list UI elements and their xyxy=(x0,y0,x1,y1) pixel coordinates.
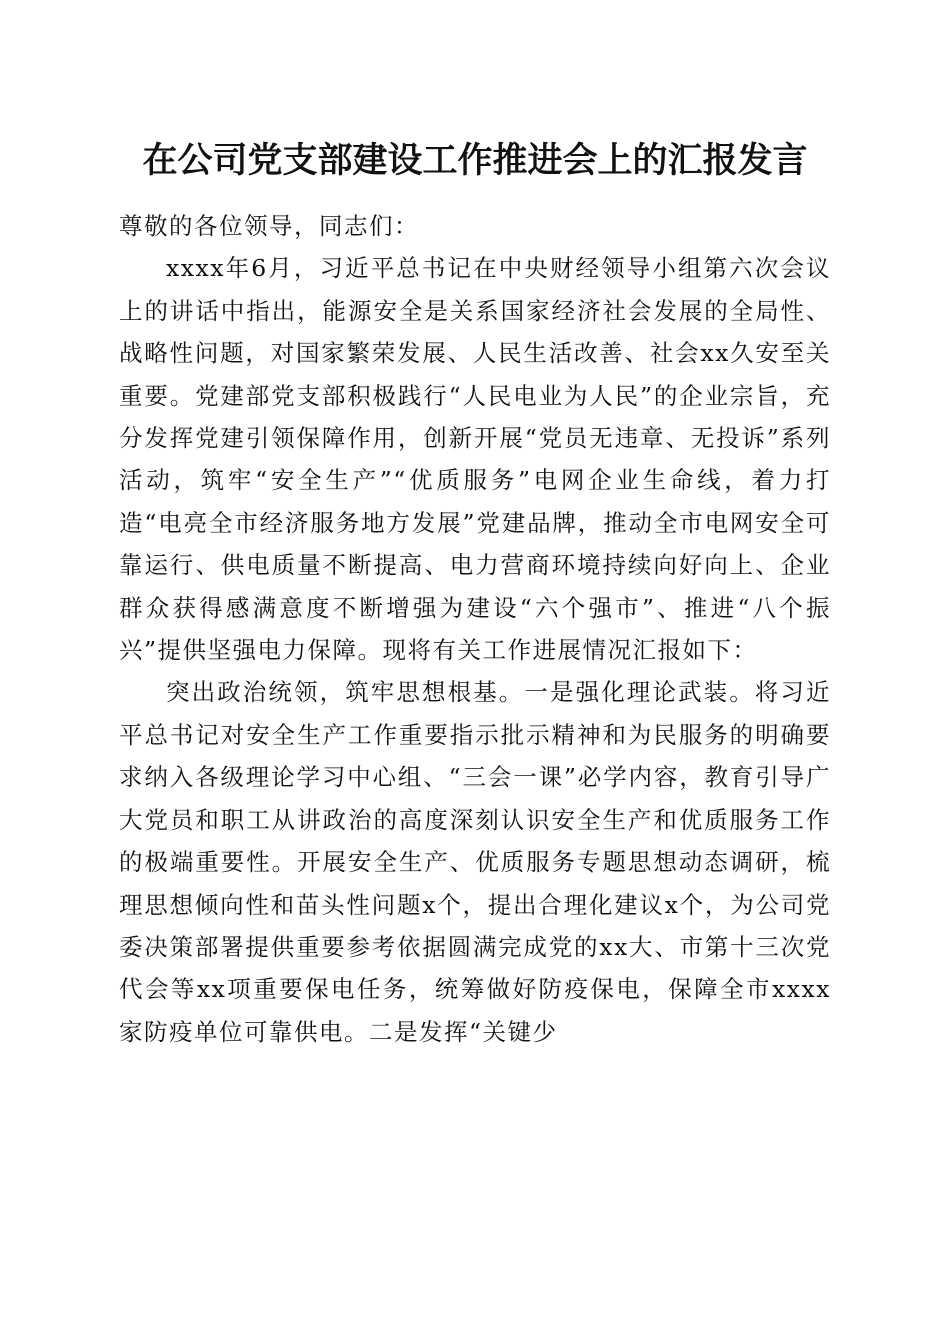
paragraph: 突出政治统领，筑牢思想根基。一是强化理论武装。将习近平总书记对安全生产工作重要指示批示精神和为民服务的明确要求纳入各级理论学习中心组、“三会一课”必学内容，教育引导广大党员和职工从讲政治的高度深刻认识安全生产和优质服务工作的极端重要性。开展安全生产、优质服务专题思想动态调研，梳理思想倾向性和苗头性问题x个，提出合理化建议x个，为公司党委决策部署提供重要参考依据圆满完成党的xx大、市第十三次党代会等xx项重要保电任务，统筹做好防疫保电，保障全市xxxx家防疫单位可靠供电。二是发挥“关键少 xyxy=(119,678,831,1046)
document-title: 在公司党支部建设工作推进会上的汇报发言 xyxy=(142,140,808,181)
document-body xyxy=(119,205,831,1053)
salutation: 尊敬的各位领导，同志们： xyxy=(119,212,419,240)
paragraph: xxxx年6月，习近平总书记在中央财经领导小组第六次会议上的讲话中指出，能源安全是关系国家经济社会发展的全局性、战略性问题，对国家繁荣发展、人民生活改善、社会xx久安至关重要。党建部党支部积极践行“人民电业为人民”的企业宗旨，充分发挥党建引领保障作用，创新开展“党员无违章、无投诉”系列活动，筑牢“安全生产”“优质服务”电网企业生命线，着力打造“电亮全市经济服务地方发展”党建品牌，推动全市电网安全可靠运行、供电质量不断提高、电力营商环境持续向好向上、企业群众获得感满意度不断增强为建设“六个强市”、推进“八个振兴”提供坚强电力保障。现将有关工作进展情况汇报如下： xyxy=(119,254,831,665)
